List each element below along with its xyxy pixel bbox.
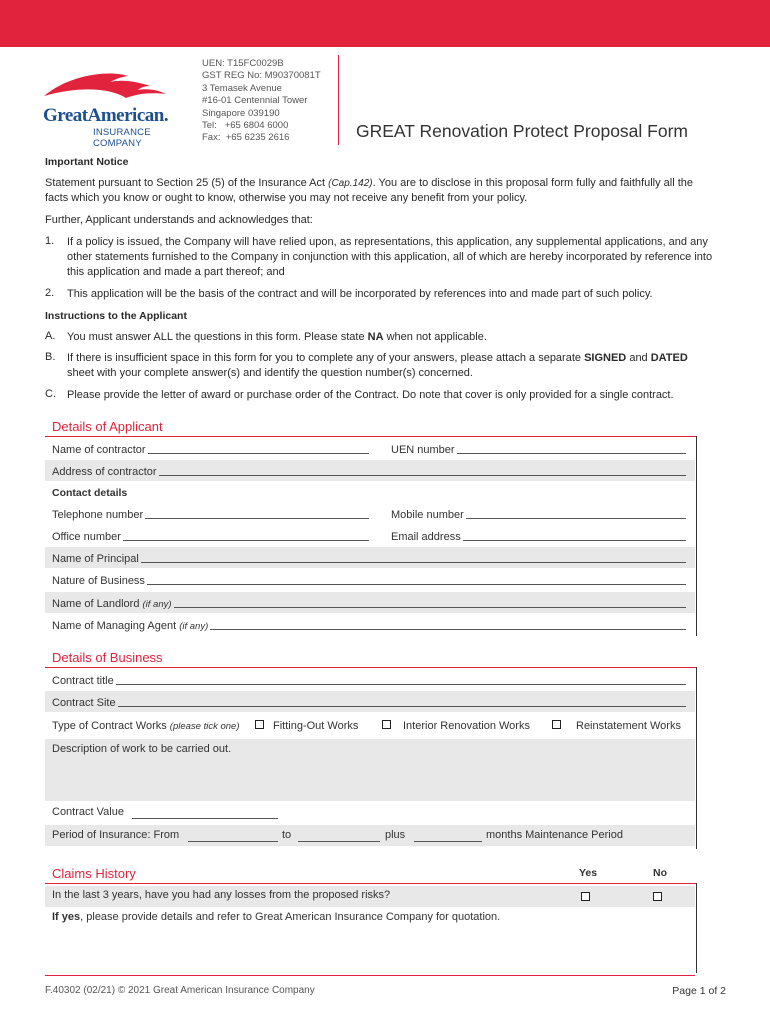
instruction-c: Please provide the letter of award or purchase order of the Contract. Do note that cover is only provided for a single contract. — [67, 389, 674, 401]
principal-field[interactable] — [52, 550, 686, 565]
field-line — [174, 598, 686, 608]
field-label: UEN number — [391, 444, 455, 456]
contact-details-label: Contact details — [52, 487, 128, 499]
instruction-text: You must answer ALL the questions in this form. Please state — [67, 331, 368, 343]
company-address — [202, 58, 321, 145]
telephone-field[interactable] — [52, 506, 369, 521]
notice-heading: Important Notice — [45, 156, 129, 168]
yes-column-header: Yes — [579, 867, 598, 879]
address-line: Fax: +65 6235 2616 — [202, 132, 290, 144]
field-label: Contract Site — [52, 697, 116, 709]
address-line: Singapore 039190 — [202, 107, 280, 119]
brand-name: GreatAmerican. — [43, 105, 169, 126]
fitting-out-checkbox[interactable] — [255, 720, 264, 729]
instruction-bold: NA — [367, 331, 384, 343]
uen-field[interactable] — [391, 441, 686, 456]
landlord-field[interactable] — [52, 595, 686, 610]
contract-value-input[interactable] — [132, 818, 278, 819]
brand-subtitle: INSURANCE COMPANY — [93, 127, 151, 149]
section-heading-business: Details of Business — [52, 650, 163, 665]
email-field[interactable] — [391, 528, 686, 543]
field-line — [457, 444, 686, 454]
field-line — [145, 509, 369, 519]
instruction-text: and — [626, 352, 651, 364]
field-label: Telephone number — [52, 509, 144, 521]
instruction-b-2: sheet with your complete answer(s) and identify the question number(s) concerned. — [67, 367, 473, 379]
list-letter: C. — [45, 388, 56, 400]
list-number: 1. — [45, 235, 55, 247]
field-note: (if any) — [142, 599, 172, 610]
nature-of-business-field[interactable] — [52, 572, 686, 587]
field-line — [210, 620, 686, 630]
period-from-label: Period of Insurance: From — [52, 829, 180, 841]
claims-if-yes-bold: If yes — [52, 911, 81, 923]
field-label: Office number — [52, 531, 121, 543]
option-label: Fitting-Out Works — [273, 720, 359, 732]
managing-agent-field[interactable] — [52, 617, 686, 632]
notice-statement — [45, 176, 735, 191]
contract-site-field[interactable] — [52, 694, 686, 709]
field-label: Email address — [391, 531, 461, 543]
footer-copyright: F.40302 (02/21) © 2021 Great American Insurance Company — [45, 985, 315, 996]
section-heading-applicant: Details of Applicant — [52, 419, 163, 434]
list-letter: B. — [45, 351, 56, 363]
contract-title-field[interactable] — [52, 672, 686, 687]
notice-cap: (Cap.142) — [328, 178, 373, 189]
claims-question: In the last 3 years, have you had any losses from the proposed risks? — [52, 889, 391, 901]
plus-label: plus — [385, 829, 406, 841]
field-label: Name of Landlord — [52, 598, 143, 610]
field-label: Name of contractor — [52, 444, 146, 456]
no-column-header: No — [653, 867, 667, 879]
field-label: Name of Managing Agent — [52, 620, 180, 632]
instruction-bold: DATED — [650, 352, 688, 364]
field-label: Mobile number — [391, 509, 464, 521]
maintenance-months-input[interactable] — [414, 841, 482, 842]
maintenance-label: months Maintenance Period — [486, 829, 623, 841]
period-to-label: to — [282, 829, 292, 841]
field-label: Nature of Business — [52, 575, 145, 587]
form-title: GREAT Renovation Protect Proposal Form — [356, 121, 688, 141]
header-divider — [338, 55, 339, 145]
claims-if-yes-text: , please provide details and refer to Great American Insurance Company for quotation. — [80, 911, 501, 923]
instruction-bold: SIGNED — [584, 352, 627, 364]
field-note: (if any) — [179, 621, 209, 632]
list-item: This application will be the basis of the contract and will be incorporated by references into and made part of such policy. — [67, 288, 653, 300]
field-line — [123, 531, 369, 541]
field-note: (please tick one) — [169, 721, 240, 732]
page-number: Page 1 of 2 — [672, 985, 726, 997]
notice-text: Statement pursuant to Section 25 (5) of the Insurance Act — [45, 177, 329, 189]
contractor-address-field[interactable] — [52, 463, 686, 478]
notice-text: . You are to disclose in this proposal form fully and faithfully all the — [372, 177, 693, 189]
period-from-input[interactable] — [188, 841, 278, 842]
contractor-name-field[interactable] — [52, 441, 369, 456]
instruction-text: when not applicable. — [383, 331, 487, 343]
field-line — [118, 697, 686, 707]
field-label: Contract title — [52, 675, 114, 687]
mobile-field[interactable] — [391, 506, 686, 521]
option-label: Interior Renovation Works — [403, 720, 530, 732]
field-line — [148, 444, 369, 454]
instruction-text: If there is insufficient space in this form for you to complete any of your answers, please attach a separate — [67, 352, 585, 364]
description-label: Description of work to be carried out. — [52, 743, 232, 755]
period-to-input[interactable] — [298, 841, 380, 842]
contract-type-label — [52, 720, 240, 732]
list-letter: A. — [45, 330, 56, 342]
list-number: 2. — [45, 287, 55, 299]
field-line — [141, 553, 686, 563]
field-line — [159, 466, 686, 476]
address-line: UEN: T15FC0029B — [202, 58, 284, 69]
address-line: Tel: +65 6804 6000 — [202, 120, 289, 132]
footer-divider — [45, 975, 695, 976]
section-heading-claims: Claims History — [52, 866, 136, 881]
office-field[interactable] — [52, 528, 369, 543]
list-item: If a policy is issued, the Company will have relied upon, as representations, this application, any supplemental applications, and any other statements furnished to the Company in conjunction with this application, all of which are hereby incorporated by reference into this application and made a part thereof; and — [67, 236, 713, 278]
notice-further: Further, Applicant understands and acknowledges that: — [45, 214, 313, 226]
field-line — [463, 531, 686, 541]
field-line — [116, 675, 686, 685]
claims-if-yes — [52, 911, 500, 923]
reinstatement-checkbox[interactable] — [552, 720, 561, 729]
address-line: 3 Temasek Avenue — [202, 82, 282, 94]
claims-no-checkbox[interactable] — [653, 892, 662, 901]
company-logo — [40, 68, 190, 149]
field-label: Type of Contract Works — [52, 720, 170, 732]
instruction-a — [67, 330, 727, 345]
instruction-b — [67, 351, 727, 366]
top-red-bar — [0, 0, 770, 47]
address-line: #16-01 Centennial Tower — [202, 95, 308, 107]
option-label: Reinstatement Works — [576, 720, 681, 732]
field-label: Address of contractor — [52, 466, 157, 478]
contract-value-label: Contract Value — [52, 806, 124, 818]
notice-statement-2: facts which you know or ought to know, otherwise you may not receive any benefit from your policy. — [45, 192, 528, 204]
field-label: Name of Principal — [52, 553, 139, 565]
field-line — [466, 509, 686, 519]
instructions-heading: Instructions to the Applicant — [45, 310, 187, 322]
address-line: GST REG No: M90370081T — [202, 70, 321, 82]
field-line — [147, 575, 686, 585]
interior-renovation-checkbox[interactable] — [382, 720, 391, 729]
claims-yes-checkbox[interactable] — [581, 892, 590, 901]
